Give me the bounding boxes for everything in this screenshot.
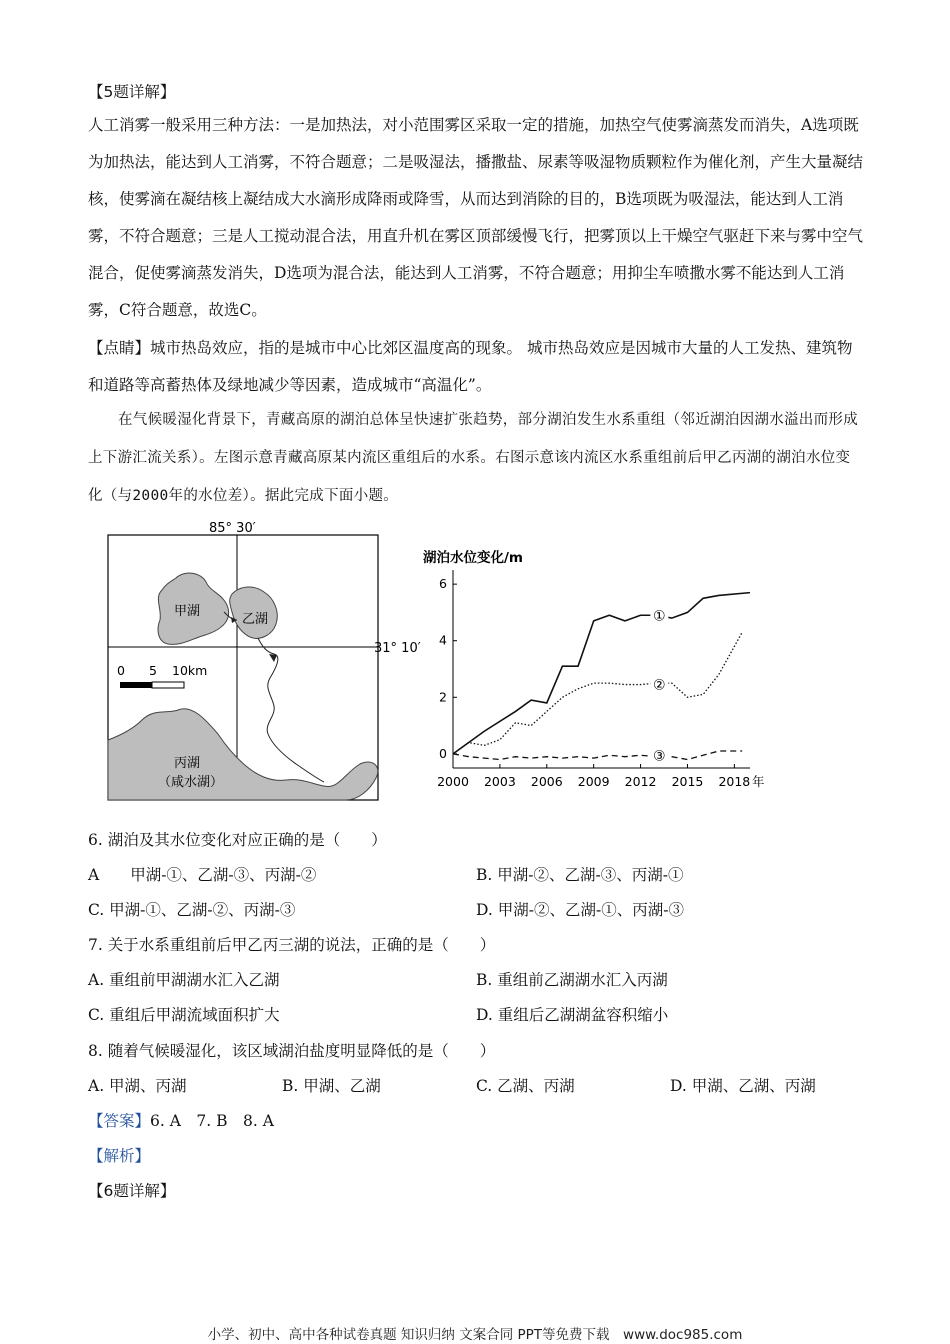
lake-yi-label: 乙湖 [242,612,269,627]
series-line-1 [453,593,750,754]
x-tick-label-2015: 2015 [671,774,704,789]
q6-option-b[interactable]: B. 甲湖-②、乙湖-③、丙湖-① [476,866,684,884]
x-tick-label-2006: 2006 [530,774,563,789]
answer-value: 6. A 7. B 8. A [150,1112,274,1130]
q5-tip [88,330,863,404]
q7-stem: 7. 关于水系重组前后甲乙丙三湖的说法，正确的是（ ） [88,936,496,954]
x-tick-label-2000: 2000 [437,774,469,789]
series-label-3: ③ [653,748,666,765]
y-tick-label-2: 2 [439,689,447,705]
q8-stem: 8. 随着气候暖湿化，该区域湖泊盐度明显降低的是（ ） [88,1042,496,1060]
material-intro: 在气候暖湿化背景下，青藏高原的湖泊总体呈快速扩张趋势，部分湖泊发生水系重组（邻近湖泊因湖水溢出而形成上下游汇流关系）。左图示意青藏高原某内流区重组后的水系。右图示意该内流区水系重组前后甲乙丙湖的湖泊水位变化（与2000年的水位差）。据此完成下面小题。 [88,412,858,504]
q6-stem: 6. 湖泊及其水位变化对应正确的是（ ） [88,831,387,849]
x-axis-label: 年 [752,774,765,789]
scale-bar-white [152,682,184,688]
river-arrow-2 [269,654,277,662]
q5-explanation: 人工消雾一般采用三种方法：一是加热法，对小范围雾区采取一定的措施，加热空气使雾滴蒸发而消失，A选项既为加热法，能达到人工消雾，不符合题意；二是吸湿法，播撒盐、尿素等吸湿物质颗粒作为催化剂，产生大量凝结核，使雾滴在凝结核上凝结成大水滴形成降雨或降雪，从而达到消除的目的，B选项既为吸湿法，能达到人工消雾，不符合题意；三是人工搅动混合法，用直升机在雾区顶部缓慢飞行，把雾顶以上干燥空气驱赶下来与雾中空气混合，促使雾滴蒸发消失，D选项为混合法，能达到人工消雾，不符合题意；用抑尘车喷撒水雾不能达到人工消雾，C符合题意，故选C。 [88,116,864,319]
x-tick-label-2003: 2003 [483,774,516,789]
answer-label: 【答案】 [88,1112,151,1130]
series-line-3 [453,751,742,759]
river-yi-bing [258,638,324,782]
scale-label-0: 0 [117,663,125,678]
q8-option-a[interactable]: A. 甲湖、丙湖 [88,1077,187,1095]
series-label-1: ① [653,608,666,625]
y-tick-label-4: 4 [439,632,447,648]
answer-line [88,1109,274,1131]
y-tick-label-0: 0 [439,745,447,761]
longitude-label: 85° 30′ [209,521,256,536]
q6-option-a[interactable]: A 甲湖-①、乙湖-③、丙湖-② [88,866,317,884]
q8-option-b[interactable]: B. 甲湖、乙湖 [282,1077,381,1095]
x-tick-label-2012: 2012 [624,774,657,789]
x-tick-label-2009: 2009 [577,774,610,789]
water-level-chart [420,540,765,795]
lake-jia-label: 甲湖 [174,604,201,619]
q6-option-c[interactable]: C. 甲湖-①、乙湖-②、丙湖-③ [88,901,296,919]
tip-body: 城市热岛效应，指的是城市中心比郊区温度高的现象。 城市热岛效应是因城市大量的人工发热、建筑物和道路等高蓄热体及绿地减少等因素，造成城市“高温化”。 [88,339,853,394]
x-tick-label-2018: 2018 [718,774,751,789]
y-tick-label-6: 6 [439,576,447,592]
q5-heading: 【5题详解】 [88,83,176,101]
page-footer: 小学、初中、高中各种试卷真题 知识归纳 文案合同 PPT等免费下载 www.doc985.com [207,1327,743,1343]
lake-map [106,520,431,805]
tip-label: 【点睛】 [88,339,151,357]
q6-detail-heading: 【6题详解】 [88,1182,176,1200]
chart-title: 湖泊水位变化/m [423,550,523,566]
analysis-label: 【解析】 [88,1147,151,1165]
q7-option-d[interactable]: D. 重组后乙湖湖盆容积缩小 [476,1006,669,1024]
series-label-2: ② [653,677,666,694]
scale-label-10: 10km [172,663,208,678]
q6-option-d[interactable]: D. 甲湖-②、乙湖-①、丙湖-③ [476,901,684,919]
lake-bing-note: （咸水湖） [158,775,224,790]
latitude-label: 31° 10′ [374,641,421,656]
q7-option-a[interactable]: A. 重组前甲湖湖水汇入乙湖 [88,971,280,989]
scale-label-5: 5 [149,663,157,678]
q7-option-c[interactable]: C. 重组后甲湖流域面积扩大 [88,1006,280,1024]
scale-bar-black [120,682,152,688]
series-line-2 [453,632,742,754]
lake-bing-shape [108,709,378,800]
q7-option-b[interactable]: B. 重组前乙湖湖水汇入丙湖 [476,971,668,989]
lake-bing-label: 丙湖 [174,756,201,771]
q8-option-d[interactable]: D. 甲湖、乙湖、丙湖 [670,1077,816,1095]
q8-option-c[interactable]: C. 乙湖、丙湖 [476,1077,575,1095]
